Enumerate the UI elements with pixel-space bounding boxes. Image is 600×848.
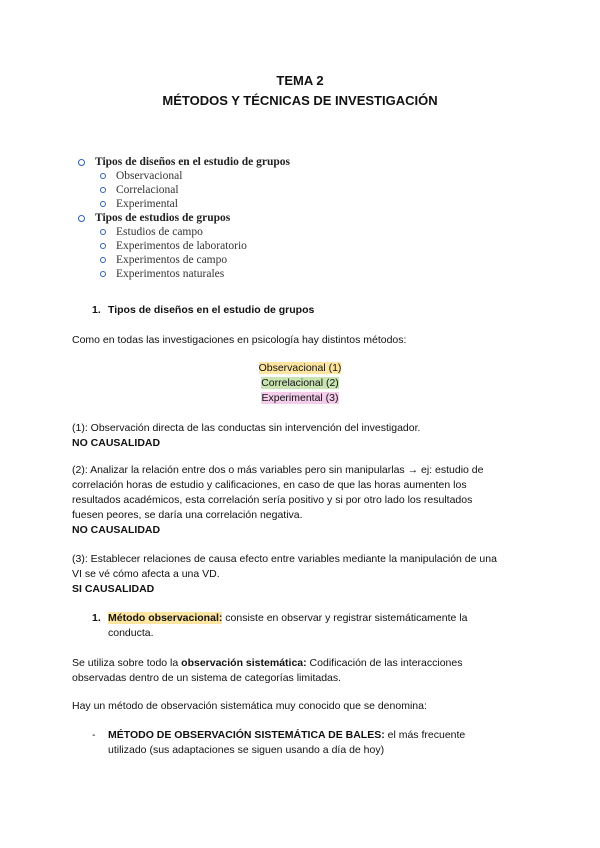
method-experimental: Experimental (3) bbox=[261, 392, 339, 404]
circle-bullet-icon bbox=[100, 187, 106, 193]
table-of-contents bbox=[78, 155, 290, 281]
causality-tag: SI CAUSALIDAD bbox=[72, 583, 155, 595]
doc-title-line1: TEMA 2 bbox=[276, 73, 324, 88]
toc-item: Correlacional bbox=[78, 183, 290, 197]
causality-tag: NO CAUSALIDAD bbox=[72, 524, 161, 536]
circle-bullet-icon bbox=[100, 173, 106, 179]
section-heading: 1. Tipos de diseños en el estudio de grupos bbox=[92, 304, 315, 316]
note-observacional: (1): Observación directa de las conductas sin intervención del investigador. NO CAUSALIDAD bbox=[72, 421, 532, 451]
toc-item: Experimentos de laboratorio bbox=[78, 239, 290, 253]
circle-bullet-icon bbox=[100, 243, 106, 249]
toc-item: Tipos de estudios de grupos bbox=[78, 211, 290, 225]
circle-bullet-icon bbox=[78, 215, 85, 222]
toc-item: Tipos de diseños en el estudio de grupos bbox=[78, 155, 290, 169]
circle-bullet-icon bbox=[100, 201, 106, 207]
causality-tag: NO CAUSALIDAD bbox=[72, 437, 161, 449]
doc-title-line2: MÉTODOS Y TÉCNICAS DE INVESTIGACIÓN bbox=[162, 93, 438, 108]
numbered-item-observacional: 1. Método observacional: consiste en observar y registrar sistemáticamente la conducta. bbox=[92, 612, 468, 639]
paragraph-sistematica: Se utiliza sobre todo la observación sistemática: Codificación de las interacciones observadas dentro de un sistema de categorías limitadas. bbox=[72, 657, 463, 684]
note-correlacional: (2): Analizar la relación entre dos o más variables pero sin manipularlas → ej: estudio de correlación horas de estudio y calificaciones, en caso de que las horas aumenten los resultados académicos, esta correlación sería positivo y si por otro lado los resultados fuesen peores, se daría una correlación negativa. NO CAUSALIDAD bbox=[72, 463, 532, 538]
toc-item: Experimentos naturales bbox=[78, 267, 290, 281]
circle-bullet-icon bbox=[78, 159, 85, 166]
methods-list bbox=[0, 361, 600, 406]
paragraph-bales-intro: Hay un método de observación sistemática muy conocido que se denomina: bbox=[72, 700, 427, 712]
toc-item: Estudios de campo bbox=[78, 225, 290, 239]
circle-bullet-icon bbox=[100, 257, 106, 263]
circle-bullet-icon bbox=[100, 271, 106, 277]
toc-item: Experimental bbox=[78, 197, 290, 211]
note-experimental: (3): Establecer relaciones de causa efecto entre variables mediante la manipulación de una VI se vé cómo afecta a una VD. SI CAUSALIDAD bbox=[72, 552, 532, 597]
method-correlacional: Correlacional (2) bbox=[261, 377, 339, 389]
list-item-bales: - MÉTODO DE OBSERVACIÓN SISTEMÁTICA DE BALES: el más frecuente utilizado (sus adaptaciones se siguen usando a día de hoy) bbox=[92, 729, 466, 756]
method-observacional: Observacional (1) bbox=[258, 362, 342, 374]
intro-paragraph: Como en todas las investigaciones en psicología hay distintos métodos: bbox=[72, 334, 407, 346]
toc-item: Experimentos de campo bbox=[78, 253, 290, 267]
toc-item: Observacional bbox=[78, 169, 290, 183]
circle-bullet-icon bbox=[100, 229, 106, 235]
